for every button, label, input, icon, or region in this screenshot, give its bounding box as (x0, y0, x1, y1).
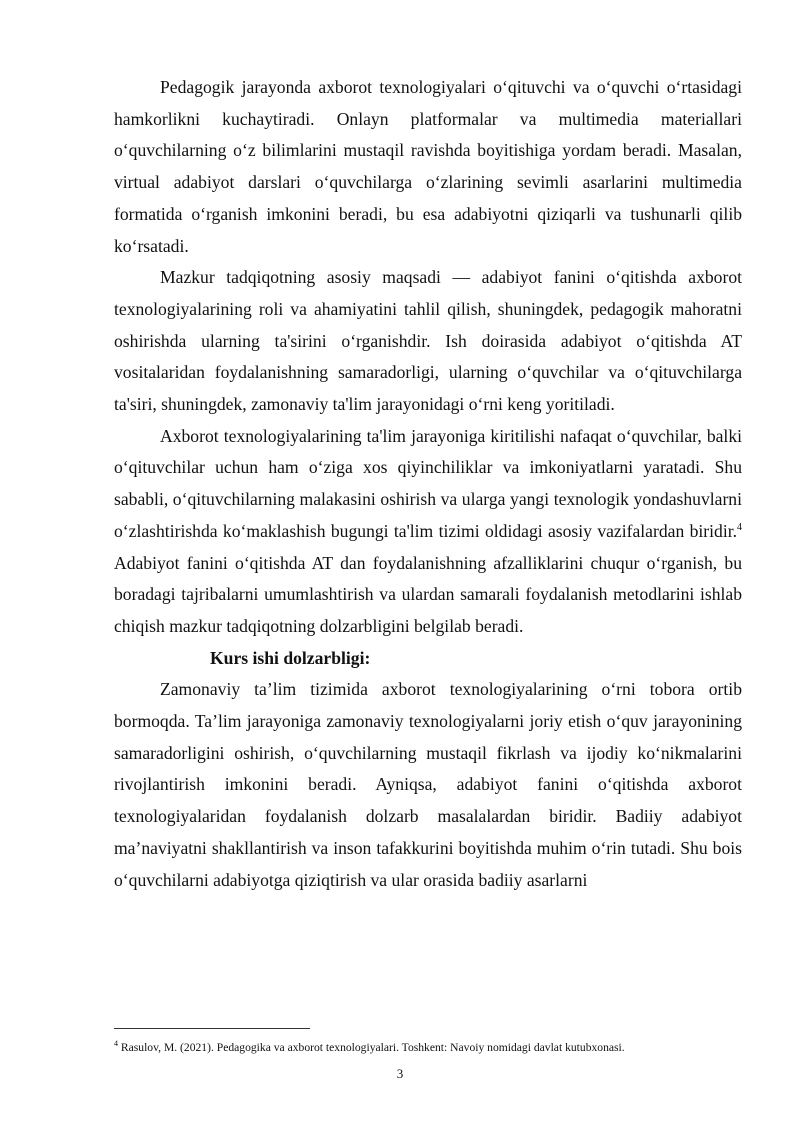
paragraph-3-text-a: Axborot texnologiyalarining ta'lim jarayoniga kiritilishi nafaqat o‘quvchilar, balki o‘qituvchilar uchun ham o‘ziga xos qiyinchiliklar va imkoniyatlarni yaratadi. Shu sababli, o‘qituvchilarning malakasini oshirish va ularga yangi texnologik yondashuvlarni o‘zlashtirishda ko‘maklashish bugungi ta'lim tizimi oldidagi asosiy vazifalardan biridir. (114, 425, 742, 541)
footnote-reference[interactable]: 4 (737, 521, 742, 533)
footnote-separator (114, 1028, 310, 1029)
paragraph-2: Mazkur tadqiqotning asosiy maqsadi — adabiyot fanini o‘qitishda axborot texnologiyalarining roli va ahamiyatini tahlil qilish, shuningdek, pedagogik mahoratni oshirishda ularning ta'sirini o‘rganishdir. Ish doirasida adabiyot o‘qitishda AT vositalaridan foydalanishning samaradorligi, ularning o‘quvchilar va o‘qituvchilarga ta'siri, shuningdek, zamonaviy ta'lim jarayonidagi o‘rni keng yoritiladi. (114, 267, 742, 415)
paragraph-3-text-b: Adabiyot fanini o‘qitishda AT dan foydalanishning afzalliklarini chuqur o‘rganish, bu boradagi tajribalarni umumlashtirish va ulardan samarali foydalanish metodlarini ishlab chiqish mazkur tadqiqotning dolzarbligini belgilab beradi. (114, 552, 742, 636)
paragraph-3 (114, 421, 742, 643)
page-number: 3 (396, 1066, 404, 1081)
body-text (114, 72, 742, 896)
footnote-number: 4 (114, 1039, 118, 1049)
footnote-text: Rasulov, M. (2021). Pedagogika va axborot texnologiyalari. Toshkent: Navoiy nomidagi davlat kutubxonasi. (118, 1041, 625, 1054)
paragraph-4: Zamonaviy ta’lim tizimida axborot texnologiyalarining o‘rni tobora ortib bormoqda. Ta’lim jarayoniga zamonaviy texnologiyalarni joriy etish o‘quv jarayonining samaradorligini oshirish, o‘quvchilarning mustaqil fikrlash va ijodiy ko‘nikmalarini rivojlantirish imkonini beradi. Ayniqsa, adabiyot fanini o‘qitishda axborot texnologiyalaridan foydalanish dolzarb masalalardan biridir. Badiiy adabiyot ma’naviyatni shakllantirish va inson tafakkurini boyitishda muhim o‘rin tutadi. Shu bois o‘quvchilarni adabiyotga qiziqtirish va ular orasida badiiy asarlarni (114, 679, 742, 890)
section-heading: Kurs ishi dolzarbligi: (210, 647, 371, 668)
footnote (114, 1040, 754, 1055)
paragraph-1: Pedagogik jarayonda axborot texnologiyalari o‘qituvchi va o‘quvchi o‘rtasidagi hamkorlikni kuchaytiradi. Onlayn platformalar va multimedia materiallari o‘quvchilarning o‘z bilimlarini mustaqil ravishda boyitishiga yordam beradi. Masalan, virtual adabiyot darslari o‘quvchilarga o‘zlarining sevimli asarlarini multimedia formatida o‘rganish imkonini beradi, bu esa adabiyotni qiziqarli va tushunarli qilib ko‘rsatadi. (114, 77, 742, 256)
